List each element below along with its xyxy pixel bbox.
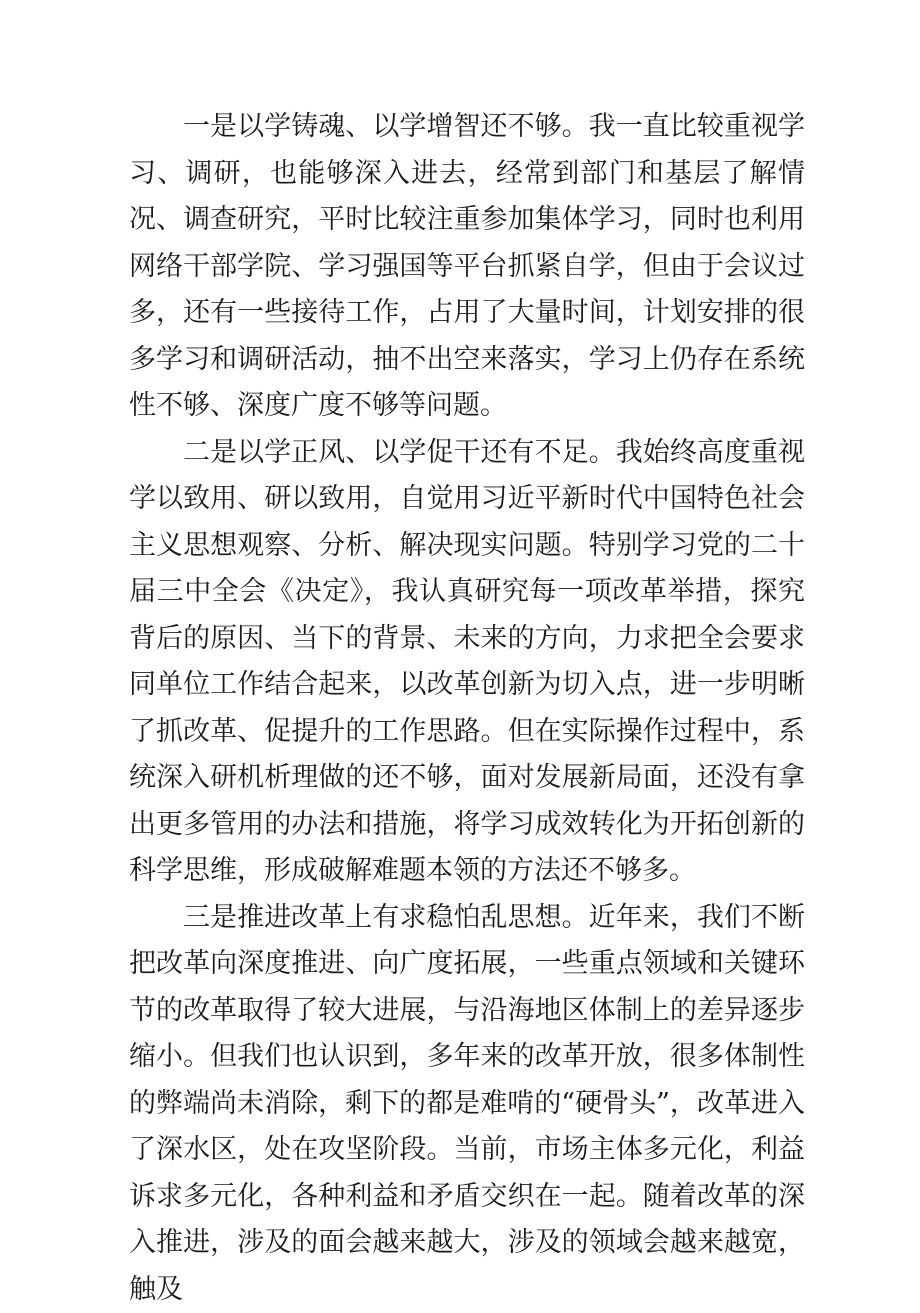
- paragraph-1: 一是以学铸魂、以学增智还不够。我一直比较重视学习、调研，也能够深入进去，经常到部门和基层了解情况、调查研究，平时比较注重参加集体学习，同时也利用网络干部学院、学习强国等平台抓紧自学，但由于会议过多，还有一些接待工作，占用了大量时间，计划安排的很多学习和调研活动，抽不出空来落实，学习上仍存在系统性不够、深度广度不够等问题。: [129, 104, 805, 430]
- paragraph-3: 三是推进改革上有求稳怕乱思想。近年来，我们不断把改革向深度推进、向广度拓展，一些重点领域和关键环节的改革取得了较大进展，与沿海地区体制上的差异逐步缩小。但我们也认识到，多年来的改革开放，很多体制性的弊端尚未消除，剩下的都是难啃的“硬骨头”，改革进入了深水区，处在攻坚阶段。当前，市场主体多元化，利益诉求多元化，各种利益和矛盾交织在一起。随着改革的深入推进，涉及的面会越来越大，涉及的领域会越来越宽，触及: [129, 895, 805, 1313]
- document-body: [129, 104, 805, 1313]
- paragraph-2: 二是以学正风、以学促干还有不足。我始终高度重视学以致用、研以致用，自觉用习近平新时代中国特色社会主义思想观察、分析、解决现实问题。特别学习党的二十届三中全会《决定》，我认真研究每一项改革举措，探究背后的原因、当下的背景、未来的方向，力求把全会要求同单位工作结合起来，以改革创新为切入点，进一步明晰了抓改革、促提升的工作思路。但在实际操作过程中，系统深入研机析理做的还不够，面对发展新局面，还没有拿出更多管用的办法和措施，将学习成效转化为开拓创新的科学思维，形成破解难题本领的方法还不够多。: [129, 430, 805, 895]
